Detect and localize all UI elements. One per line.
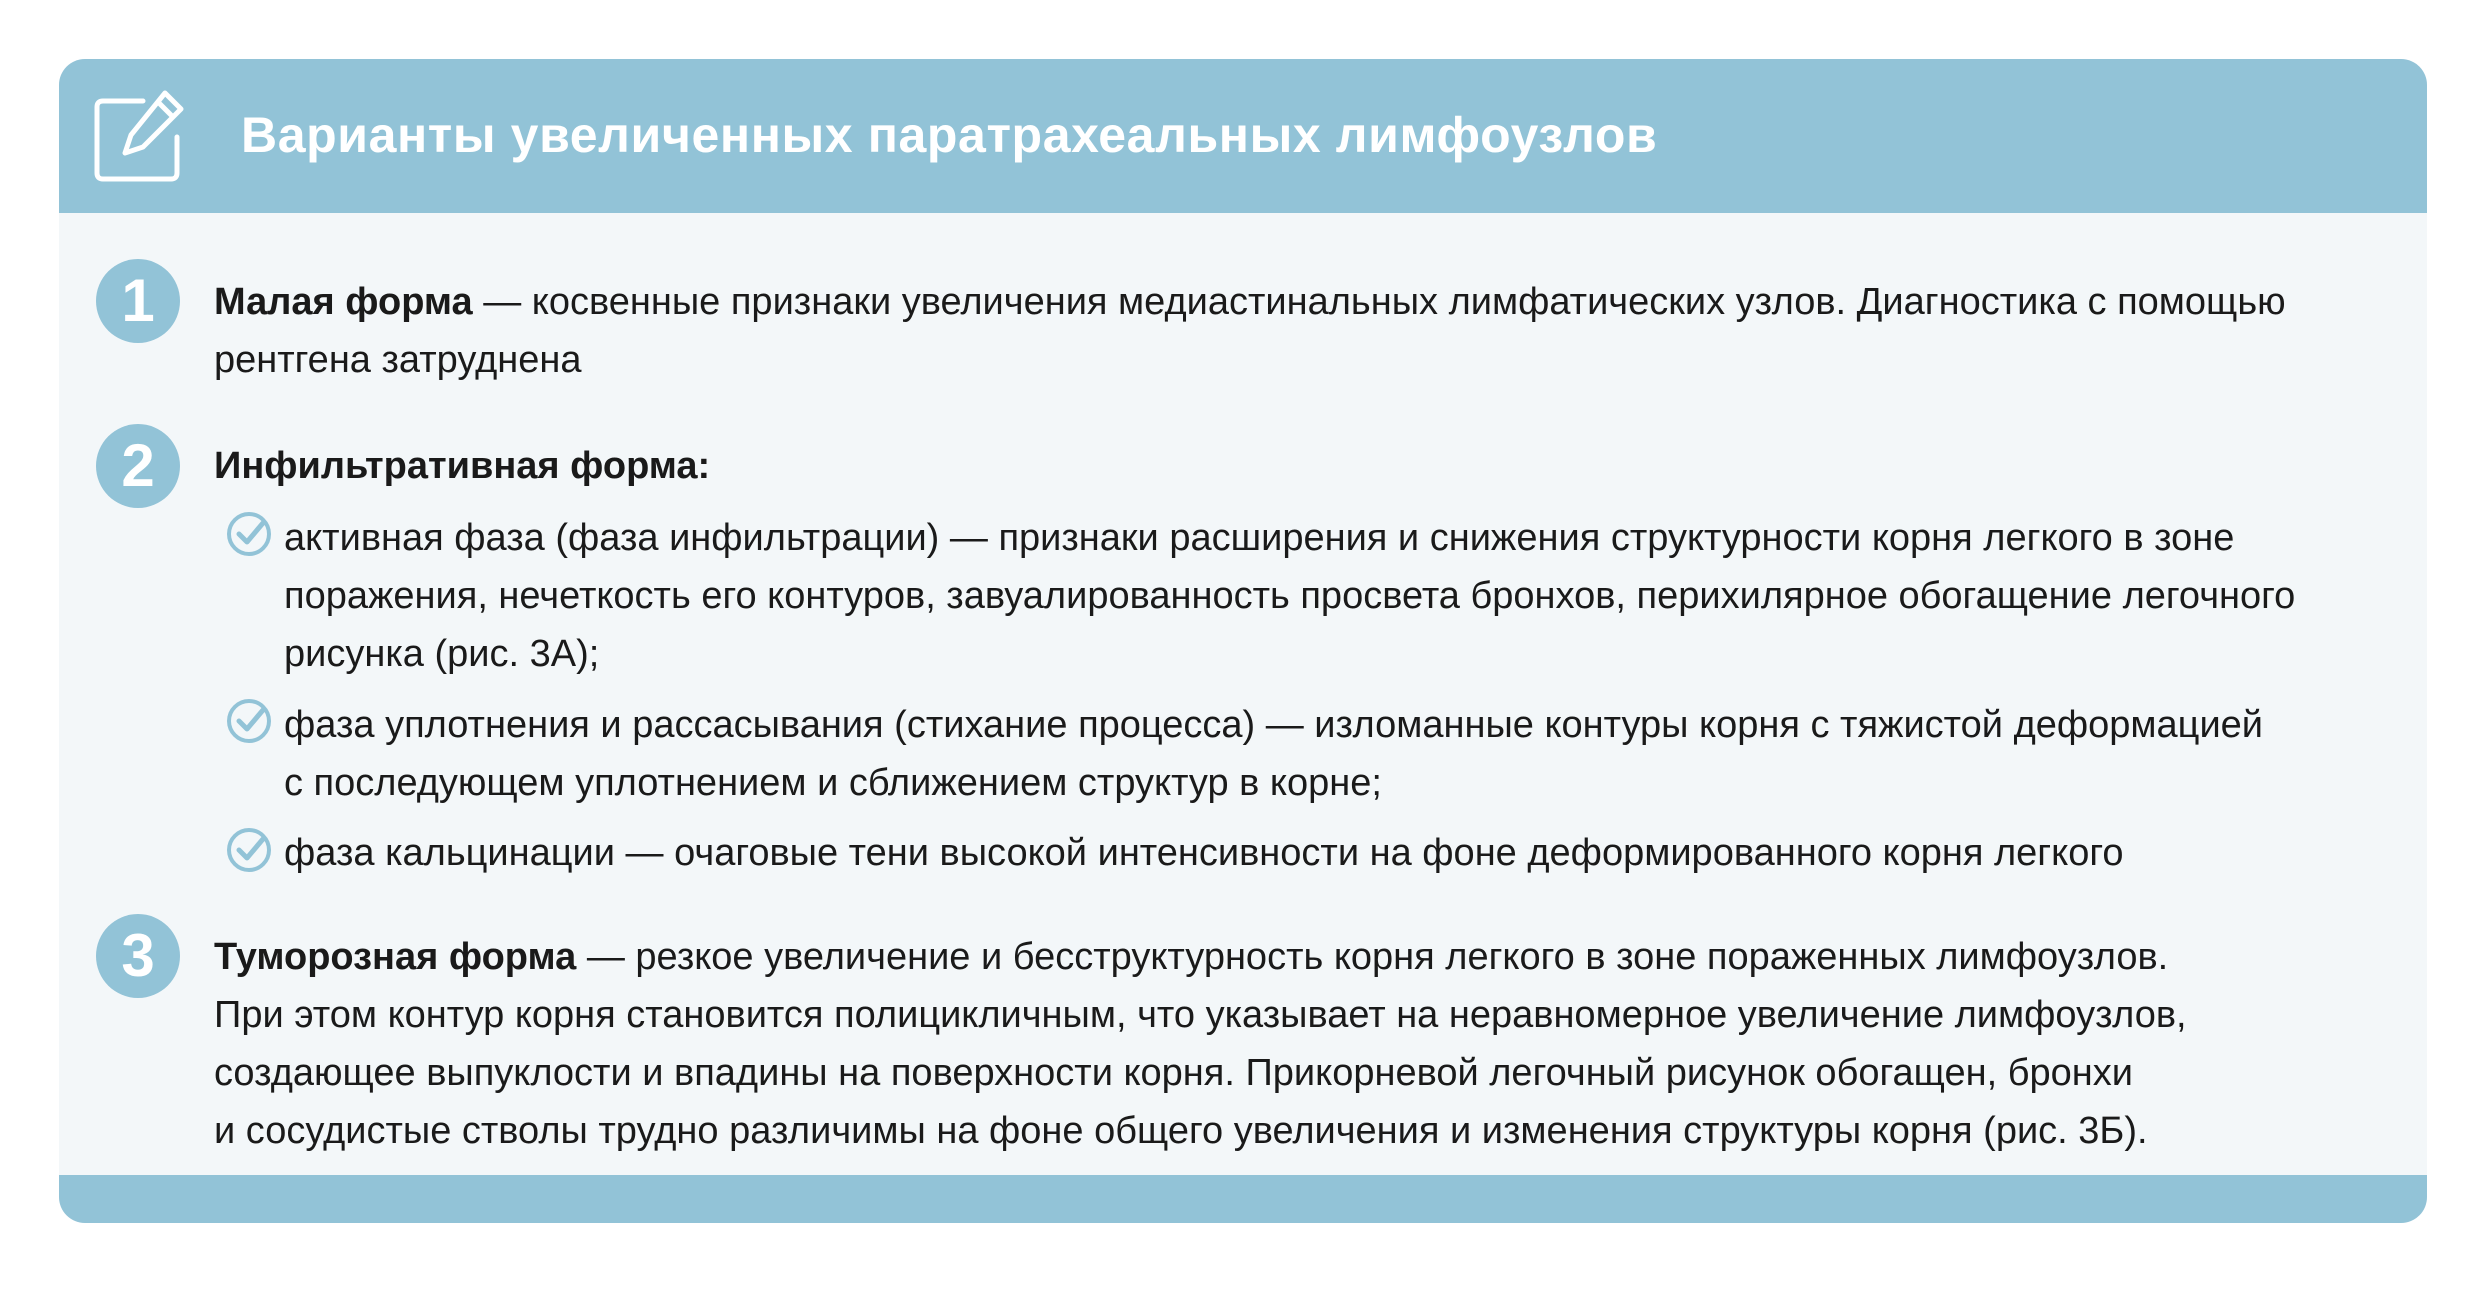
- check-circle-icon: [225, 826, 273, 874]
- section-title: Туморозная форма: [214, 936, 577, 978]
- text-line: рентгена затруднена: [214, 339, 582, 381]
- section-text: [214, 273, 2394, 389]
- text-line: При этом контур корня становится полицикличным, что указывает на неравномерное увеличение лимфоузлов,: [214, 994, 2187, 1036]
- separator: —: [576, 936, 636, 978]
- card-footer: [59, 1175, 2427, 1223]
- number-badge: 2: [96, 424, 180, 508]
- number-badge: 1: [96, 259, 180, 343]
- check-circle-icon: [225, 510, 273, 558]
- section-title: Малая форма: [214, 281, 473, 323]
- card-header: [59, 59, 2427, 213]
- list-item: [284, 824, 2404, 882]
- text-line: резкое увеличение и бесструктурность корня легкого в зоне пораженных лимфоузлов.: [635, 936, 2169, 978]
- text-line: фаза кальцинации — очаговые тени высокой интенсивности на фоне деформированного корня легкого: [284, 832, 2124, 874]
- edit-icon: [91, 87, 189, 185]
- separator: —: [472, 281, 532, 323]
- text-line: поражения, нечеткость его контуров, завуалированность просвета бронхов, перихилярное обогащение легочного: [284, 575, 2296, 617]
- text-line: и сосудистые стволы трудно различимы на фоне общего увеличения и изменения структуры корня (рис. 3Б).: [214, 1110, 2148, 1152]
- section-title: Инфильтративная форма:: [214, 445, 711, 487]
- list-item: [284, 696, 2404, 812]
- number-badge: 3: [96, 914, 180, 998]
- section-text: [214, 928, 2394, 1160]
- card-title: Варианты увеличенных паратрахеальных лимфоузлов: [241, 107, 1658, 163]
- text-line: с последующем уплотнением и сближением структур в корне;: [284, 762, 1382, 804]
- info-card: [59, 59, 2427, 1223]
- text-line: рисунка (рис. 3А);: [284, 633, 600, 675]
- list-item: [284, 509, 2404, 683]
- text-line: фаза уплотнения и рассасывания (стихание процесса) — изломанные контуры корня с тяжистой деформацией: [284, 704, 2264, 746]
- section-title-line: [214, 437, 2394, 495]
- text-line: косвенные признаки увеличения медиастинальных лимфатических узлов. Диагностика с помощью: [531, 281, 2286, 323]
- text-line: создающее выпуклости и впадины на поверхности корня. Прикорневой легочный рисунок обогащен, бронхи: [214, 1052, 2133, 1094]
- check-circle-icon: [225, 697, 273, 745]
- text-line: активная фаза (фаза инфильтрации) — признаки расширения и снижения структурности корня легкого в зоне: [284, 517, 2235, 559]
